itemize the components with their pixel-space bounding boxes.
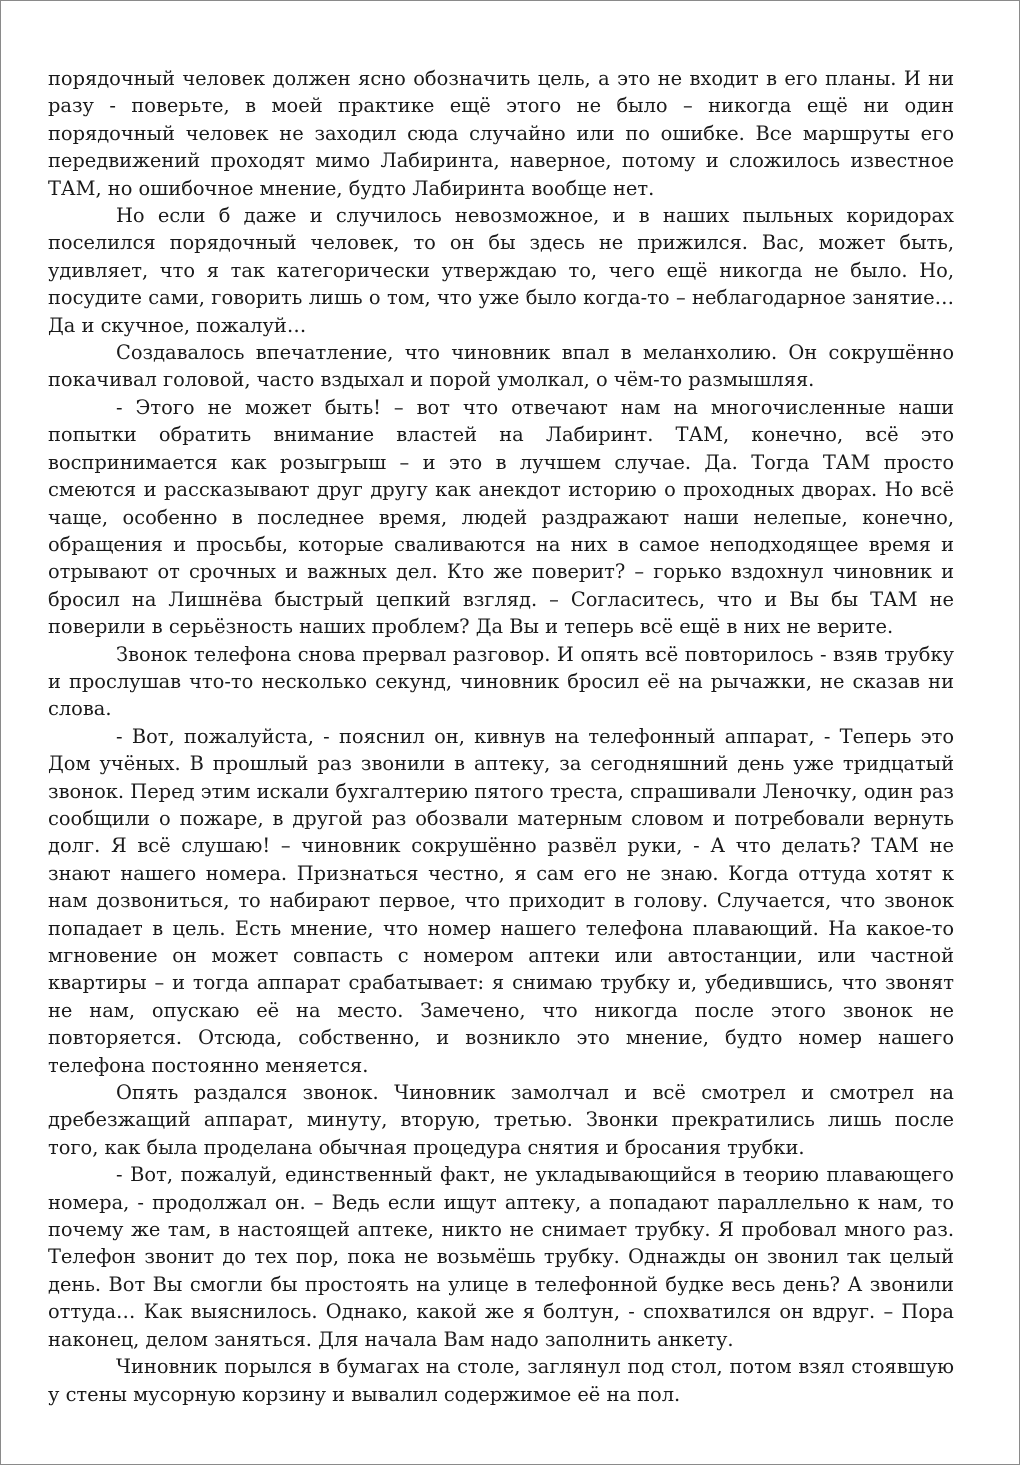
paragraph-2: Но если б даже и случилось невозможное, и в наших пыльных коридорах поселился порядочный человек, то он бы здесь не прижился. Вас, может быть, удивляет, что я так категорически утверждаю то, чего ещё никогда не было. Но, посудите сами, говорить лишь о том, что уже было когда-то – неблагодарное занятие… Да и скучное, пожалуй…	[48, 204, 954, 337]
paragraph-6: - Вот, пожалуйста, - пояснил он, кивнув на телефонный аппарат, - Теперь это Дом учёных. В прошлый раз звонили в аптеку, за сегодняшний день уже тридцатый звонок. Перед этим искали бухгалтерию пятого треста, спрашивали Леночку, один раз сообщили о пожаре, в другой раз обозвали матерным словом и потребовали вернуть долг. Я всё слушаю! – чиновник сокрушённо развёл руки, - А что делать? ТАМ не знают нашего номера. Признаться честно, я сам его не знаю. Когда оттуда хотят к нам дозвониться, то набирают первое, что приходит в голову. Случается, что звонок попадает в цель. Есть мнение, что номер нашего телефона плавающий. На какое-то мгновение он может совпасть с номером аптеки или автостанции, или частной квартиры – и тогда аппарат срабатывает: я снимаю трубку и, убедившись, что звонят не нам, опускаю её на место. Замечено, что никогда после этого звонок не повторяется. Отсюда, собственно, и возникло это мнение, будто номер нашего телефона постоянно меняется.	[48, 724, 954, 1077]
paragraph-1: порядочный человек должен ясно обозначить цель, а это не входит в его планы. И ни разу - поверьте, в моей практике ещё этого не было – никогда ещё ни один порядочный человек не заходил сюда случайно или по ошибке. Все маршруты его передвижений проходят мимо Лабиринта, наверное, потому и сложилось известное ТАМ, но ошибочное мнение, будто Лабиринта вообще нет.	[48, 67, 954, 200]
paragraph-3: Создавалось впечатление, что чиновник впал в меланхолию. Он сокрушённо покачивал головой, часто вздыхал и порой умолкал, о чём-то размышляя.	[48, 341, 954, 392]
body-text	[48, 65, 954, 1408]
paragraph-4: - Этого не может быть! – вот что отвечают нам на многочисленные наши попытки обратить внимание властей на Лабиринт. ТАМ, конечно, всё это воспринимается как розыгрыш – и это в лучшем случае. Да. Тогда ТАМ просто смеются и рассказывают друг другу как анекдот историю о проходных дворах. Но всё чаще, особенно в последнее время, людей раздражают наши нелепые, конечно, обращения и просьбы, которые сваливаются на них в самое неподходящее время и отрывают от срочных и важных дел. Кто же поверит? – горько вздохнул чиновник и бросил на Лишнёва быстрый цепкий взгляд. – Согласитесь, что и Вы бы ТАМ не поверили в серьёзность наших проблем? Да Вы и теперь всё ещё в них не верите.	[48, 395, 954, 639]
paragraph-9: Чиновник порылся в бумагах на столе, заглянул под стол, потом взял стоявшую у стены мусорную корзину и вывалил содержимое её на пол.	[48, 1355, 954, 1406]
paragraph-8: - Вот, пожалуй, единственный факт, не укладывающийся в теорию плавающего номера, - продолжал он. – Ведь если ищут аптеку, а попадают параллельно к нам, то почему же там, в настоящей аптеке, никто не снимает трубку. Я пробовал много раз. Телефон звонит до тех пор, пока не возьмёшь трубку. Однажды он звонил так целый день. Вот Вы смогли бы простоять на улице в телефонной будке весь день? А звонили оттуда… Как выяснилось. Однако, какой же я болтун, - спохватился он вдруг. – Пора наконец, делом заняться. Для начала Вам надо заполнить анкету.	[48, 1163, 954, 1351]
paragraph-7: Опять раздался звонок. Чиновник замолчал и всё смотрел и смотрел на дребезжащий аппарат, минуту, вторую, третью. Звонки прекратились лишь после того, как была проделана обычная процедура снятия и бросания трубки.	[48, 1081, 954, 1159]
paragraph-5: Звонок телефона снова прервал разговор. И опять всё повторилось - взяв трубку и прослушав что-то несколько секунд, чиновник бросил её на рычажки, не сказав ни слова.	[48, 642, 954, 721]
